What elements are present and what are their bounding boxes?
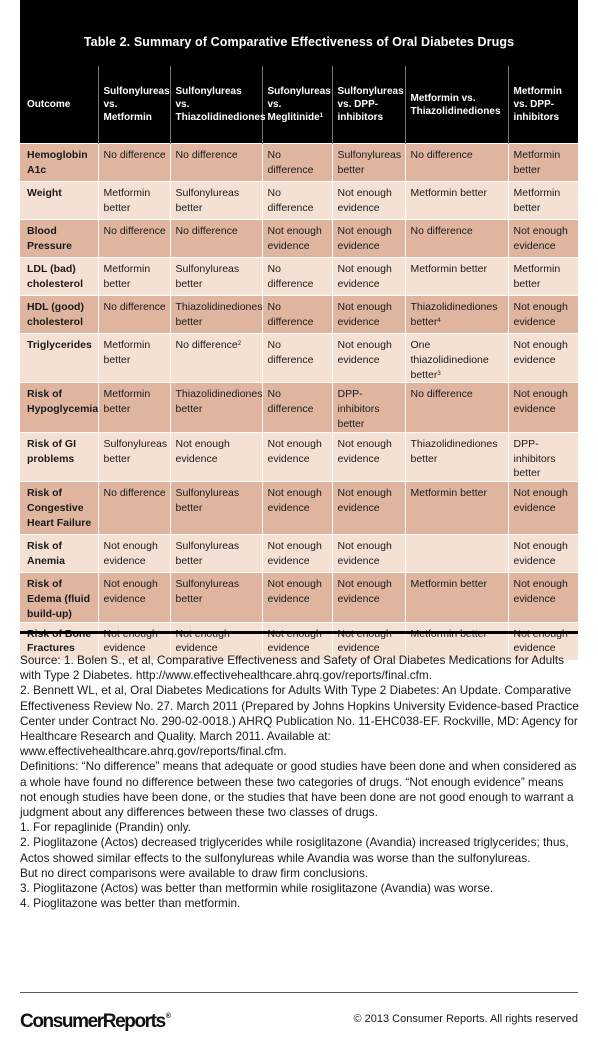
- table-cell: Metformin better: [98, 383, 170, 432]
- outcome-cell: Risk of Edema (fluid build-up): [20, 573, 98, 622]
- footnote-marker: 3: [437, 370, 441, 377]
- table-cell: evidence: [170, 622, 262, 660]
- table-cell: Not enough evidence: [262, 573, 332, 622]
- footnote-4: 4. Pioglitazone was better than metformin.: [20, 896, 241, 911]
- source-note-2: 2. Bennett WL, et al, Oral Diabetes Medications for Adults With Type 2 Diabetes: An Update. Comparative Effectiveness Review No. 27. March 2011 (Prepared by Johns Hopkins University Evidence-based Practice Center under Contract No. 290-02-0018.) AHRQ Publication No. 11-EHC038-EF. Rockville, MD: Agency for Healthcare Research and Quality. March 2011. Available at: www.effectivehealthcare.ahrq.gov/reports/final.cfm.: [20, 683, 579, 759]
- table-cell: [405, 334, 508, 383]
- table-cell: Sulfonylureas better: [170, 182, 262, 220]
- header-su-vs-dpp: Sulfonylureas vs. DPP-inhibitors: [332, 66, 405, 144]
- table-cell: evidence: [262, 622, 332, 660]
- outcome-cell: Risk of Congestive Heart Failure: [20, 482, 98, 535]
- header-su-vs-meglitinide-label: Sufonylureas vs. Meglitinide: [267, 86, 331, 123]
- definitions-note: Definitions: “No difference” means that adequate or good studies have been done and when considered as a whole have found no difference between these two categories of drugs. “Not enough evidence” means not enough studies have been done, or the studies that have been done are not good enough to warrant a judgment about any differences between these two classes of drugs.: [20, 759, 577, 820]
- table-row: [20, 383, 578, 432]
- footnote-2-continued: But no direct comparisons were available to draw firm conclusions.: [20, 865, 369, 880]
- table-cell: Metformin better: [508, 144, 578, 182]
- comparison-table: [20, 66, 578, 660]
- table-row: [20, 535, 578, 573]
- table-row: [20, 482, 578, 535]
- outcome-cell: Risk of GI problems: [20, 432, 98, 481]
- table-cell: Not enough evidence: [508, 296, 578, 334]
- table-cell: No difference: [170, 220, 262, 258]
- table-cell: Not enough evidence: [332, 573, 405, 622]
- table-cell: Thiazolidinediones better: [405, 432, 508, 481]
- table-cell: No difference: [262, 182, 332, 220]
- outcome-cell: Hemoglobin A1c: [20, 144, 98, 182]
- header-su-vs-metformin: Sulfonylureas vs. Metformin: [98, 66, 170, 144]
- outcome-cell: Blood Pressure: [20, 220, 98, 258]
- table-cell: No difference: [405, 383, 508, 432]
- table-cell: Metformin better: [508, 182, 578, 220]
- table-title: Table 2. Summary of Comparative Effectiveness of Oral Diabetes Drugs: [20, 6, 578, 66]
- table-row: [20, 258, 578, 296]
- table-cell: No difference: [98, 220, 170, 258]
- table-cell: No difference: [405, 144, 508, 182]
- table-cell: No difference: [262, 144, 332, 182]
- footnote-marker: 2: [237, 341, 242, 347]
- table-cell: Not enough evidence: [508, 573, 578, 622]
- table-cell: No difference: [262, 258, 332, 296]
- outcome-cell: Risk of Hypoglycemia: [20, 383, 98, 432]
- table-cell: evidence: [332, 622, 405, 660]
- table-row: [20, 432, 578, 481]
- footnote-2: 2. Pioglitazone (Actos) decreased triglycerides while rosiglitazone (Avandia) increased triglycerides; thus, Actos showed similar effects to the sulfonylureas while Avandia was worse than the sulfonylureas.: [20, 835, 569, 865]
- table-cell: Not enough evidence: [98, 535, 170, 573]
- table-cell: Not enough evidence: [508, 383, 578, 432]
- table-cell: Metformin better: [98, 334, 170, 383]
- table-cell: Sulfonylureas better: [98, 432, 170, 481]
- table-cell: Sulfonylureas better: [170, 573, 262, 622]
- table-cell: No difference: [98, 296, 170, 334]
- table-cell: No difference: [262, 383, 332, 432]
- outcome-cell: LDL (bad) cholesterol: [20, 258, 98, 296]
- table-cell: Not enough evidence: [332, 535, 405, 573]
- registered-mark: ®: [165, 1013, 171, 1020]
- table-cell: evidence: [508, 622, 578, 660]
- table-cell: DPP-inhibitors better: [508, 432, 578, 481]
- table-cell: DPP-inhibitors better: [332, 383, 405, 432]
- table-cell: evidence: [98, 622, 170, 660]
- table-row: [20, 296, 578, 334]
- table-cell: Thiazolidinediones better: [170, 383, 262, 432]
- table-row: [20, 182, 578, 220]
- table-cell: Not enough evidence: [332, 482, 405, 535]
- table-cell: Metformin better: [405, 573, 508, 622]
- table-cell: Not enough evidence: [332, 258, 405, 296]
- cell-text: Thiazolidinediones better: [410, 301, 498, 328]
- consumer-reports-logo: [20, 1011, 170, 1033]
- table-cell: Not enough evidence: [508, 220, 578, 258]
- table-cell: Sulfonylureas better: [170, 258, 262, 296]
- table-cell: Not enough evidence: [262, 482, 332, 535]
- copyright-text: © 2013 Consumer Reports. All rights reserved: [353, 1013, 578, 1025]
- table-cell: Not enough evidence: [508, 334, 578, 383]
- outcome-cell: HDL (good) cholesterol: [20, 296, 98, 334]
- table-cell: Not enough evidence: [508, 535, 578, 573]
- outcome-cell: Risk of Anemia: [20, 535, 98, 573]
- table-cell: Not enough evidence: [262, 220, 332, 258]
- table-cell: [170, 334, 262, 383]
- table-cell: Not enough evidence: [98, 573, 170, 622]
- outcome-cell: Fractures: [20, 622, 98, 660]
- cell-text: No difference: [175, 339, 238, 351]
- logo-text: ConsumerReports: [20, 1011, 165, 1032]
- source-note-1: Source: 1. Bolen S., et al, Comparative Effectiveness and Safety of Oral Diabetes Medications for Adults with Type 2 Diabetes. http://www.effectivehealthcare.ahrq.gov/reports/final.cfm.: [20, 653, 565, 683]
- table-cell: Not enough evidence: [332, 296, 405, 334]
- table-cell: Not enough evidence: [262, 432, 332, 481]
- table-cell: Metformin better: [98, 182, 170, 220]
- table-cell: Sulfonylureas better: [170, 535, 262, 573]
- table-cell: Not enough evidence: [332, 182, 405, 220]
- table-cell: Thiazolidinediones better: [170, 296, 262, 334]
- section-divider: [20, 631, 578, 634]
- header-su-vs-meglitinide: [262, 66, 332, 144]
- table-row: [20, 220, 578, 258]
- table-cell: Not enough evidence: [332, 432, 405, 481]
- table-cell: Sulfonylureas better: [332, 144, 405, 182]
- header-metformin-vs-dpp: Metformin vs. DPP-inhibitors: [508, 66, 578, 144]
- table-cell: Metformin better: [405, 182, 508, 220]
- footnote-marker: 1: [319, 113, 324, 119]
- table-cell: Not enough evidence: [170, 432, 262, 481]
- table-cell: No difference: [262, 334, 332, 383]
- header-su-vs-tzd: Sulfonylureas vs. Thiazolidinediones: [170, 66, 262, 144]
- cell-text: One thiazolidinedione better: [410, 339, 489, 381]
- table-header-row: [20, 66, 578, 144]
- table-cell: [405, 535, 508, 573]
- table-cell: No difference: [405, 220, 508, 258]
- table-cell: [405, 296, 508, 334]
- header-metformin-vs-tzd: Metformin vs. Thiazolidinediones: [405, 66, 508, 144]
- table-cell: Metformin better: [508, 258, 578, 296]
- table-cell: Metformin better: [405, 482, 508, 535]
- footnote-marker: 4: [437, 317, 441, 324]
- table-cell: No difference: [262, 296, 332, 334]
- table-cell: Not enough evidence: [262, 535, 332, 573]
- footer-divider: [20, 992, 578, 993]
- table-cell: Metformin better: [405, 258, 508, 296]
- table-cell: Metformin better: [98, 258, 170, 296]
- source-notes: [20, 653, 582, 911]
- footnote-3: 3. Pioglitazone (Actos) was better than metformin while rosiglitazone (Avandia) was worse.: [20, 881, 494, 896]
- table-row: [20, 144, 578, 182]
- table-cell: No difference: [170, 144, 262, 182]
- table-cell: Not enough evidence: [508, 482, 578, 535]
- outcome-cell: Weight: [20, 182, 98, 220]
- header-outcome: Outcome: [20, 66, 98, 144]
- table-cell: Not enough evidence: [332, 220, 405, 258]
- footnote-1: 1. For repaglinide (Prandin) only.: [20, 820, 191, 835]
- table-cell: No difference: [98, 144, 170, 182]
- table-cell: Sulfonylureas better: [170, 482, 262, 535]
- table-row: [20, 573, 578, 622]
- table-row: [20, 334, 578, 383]
- outcome-cell: Triglycerides: [20, 334, 98, 383]
- table-cell: No difference: [98, 482, 170, 535]
- table-cell: Not enough evidence: [332, 334, 405, 383]
